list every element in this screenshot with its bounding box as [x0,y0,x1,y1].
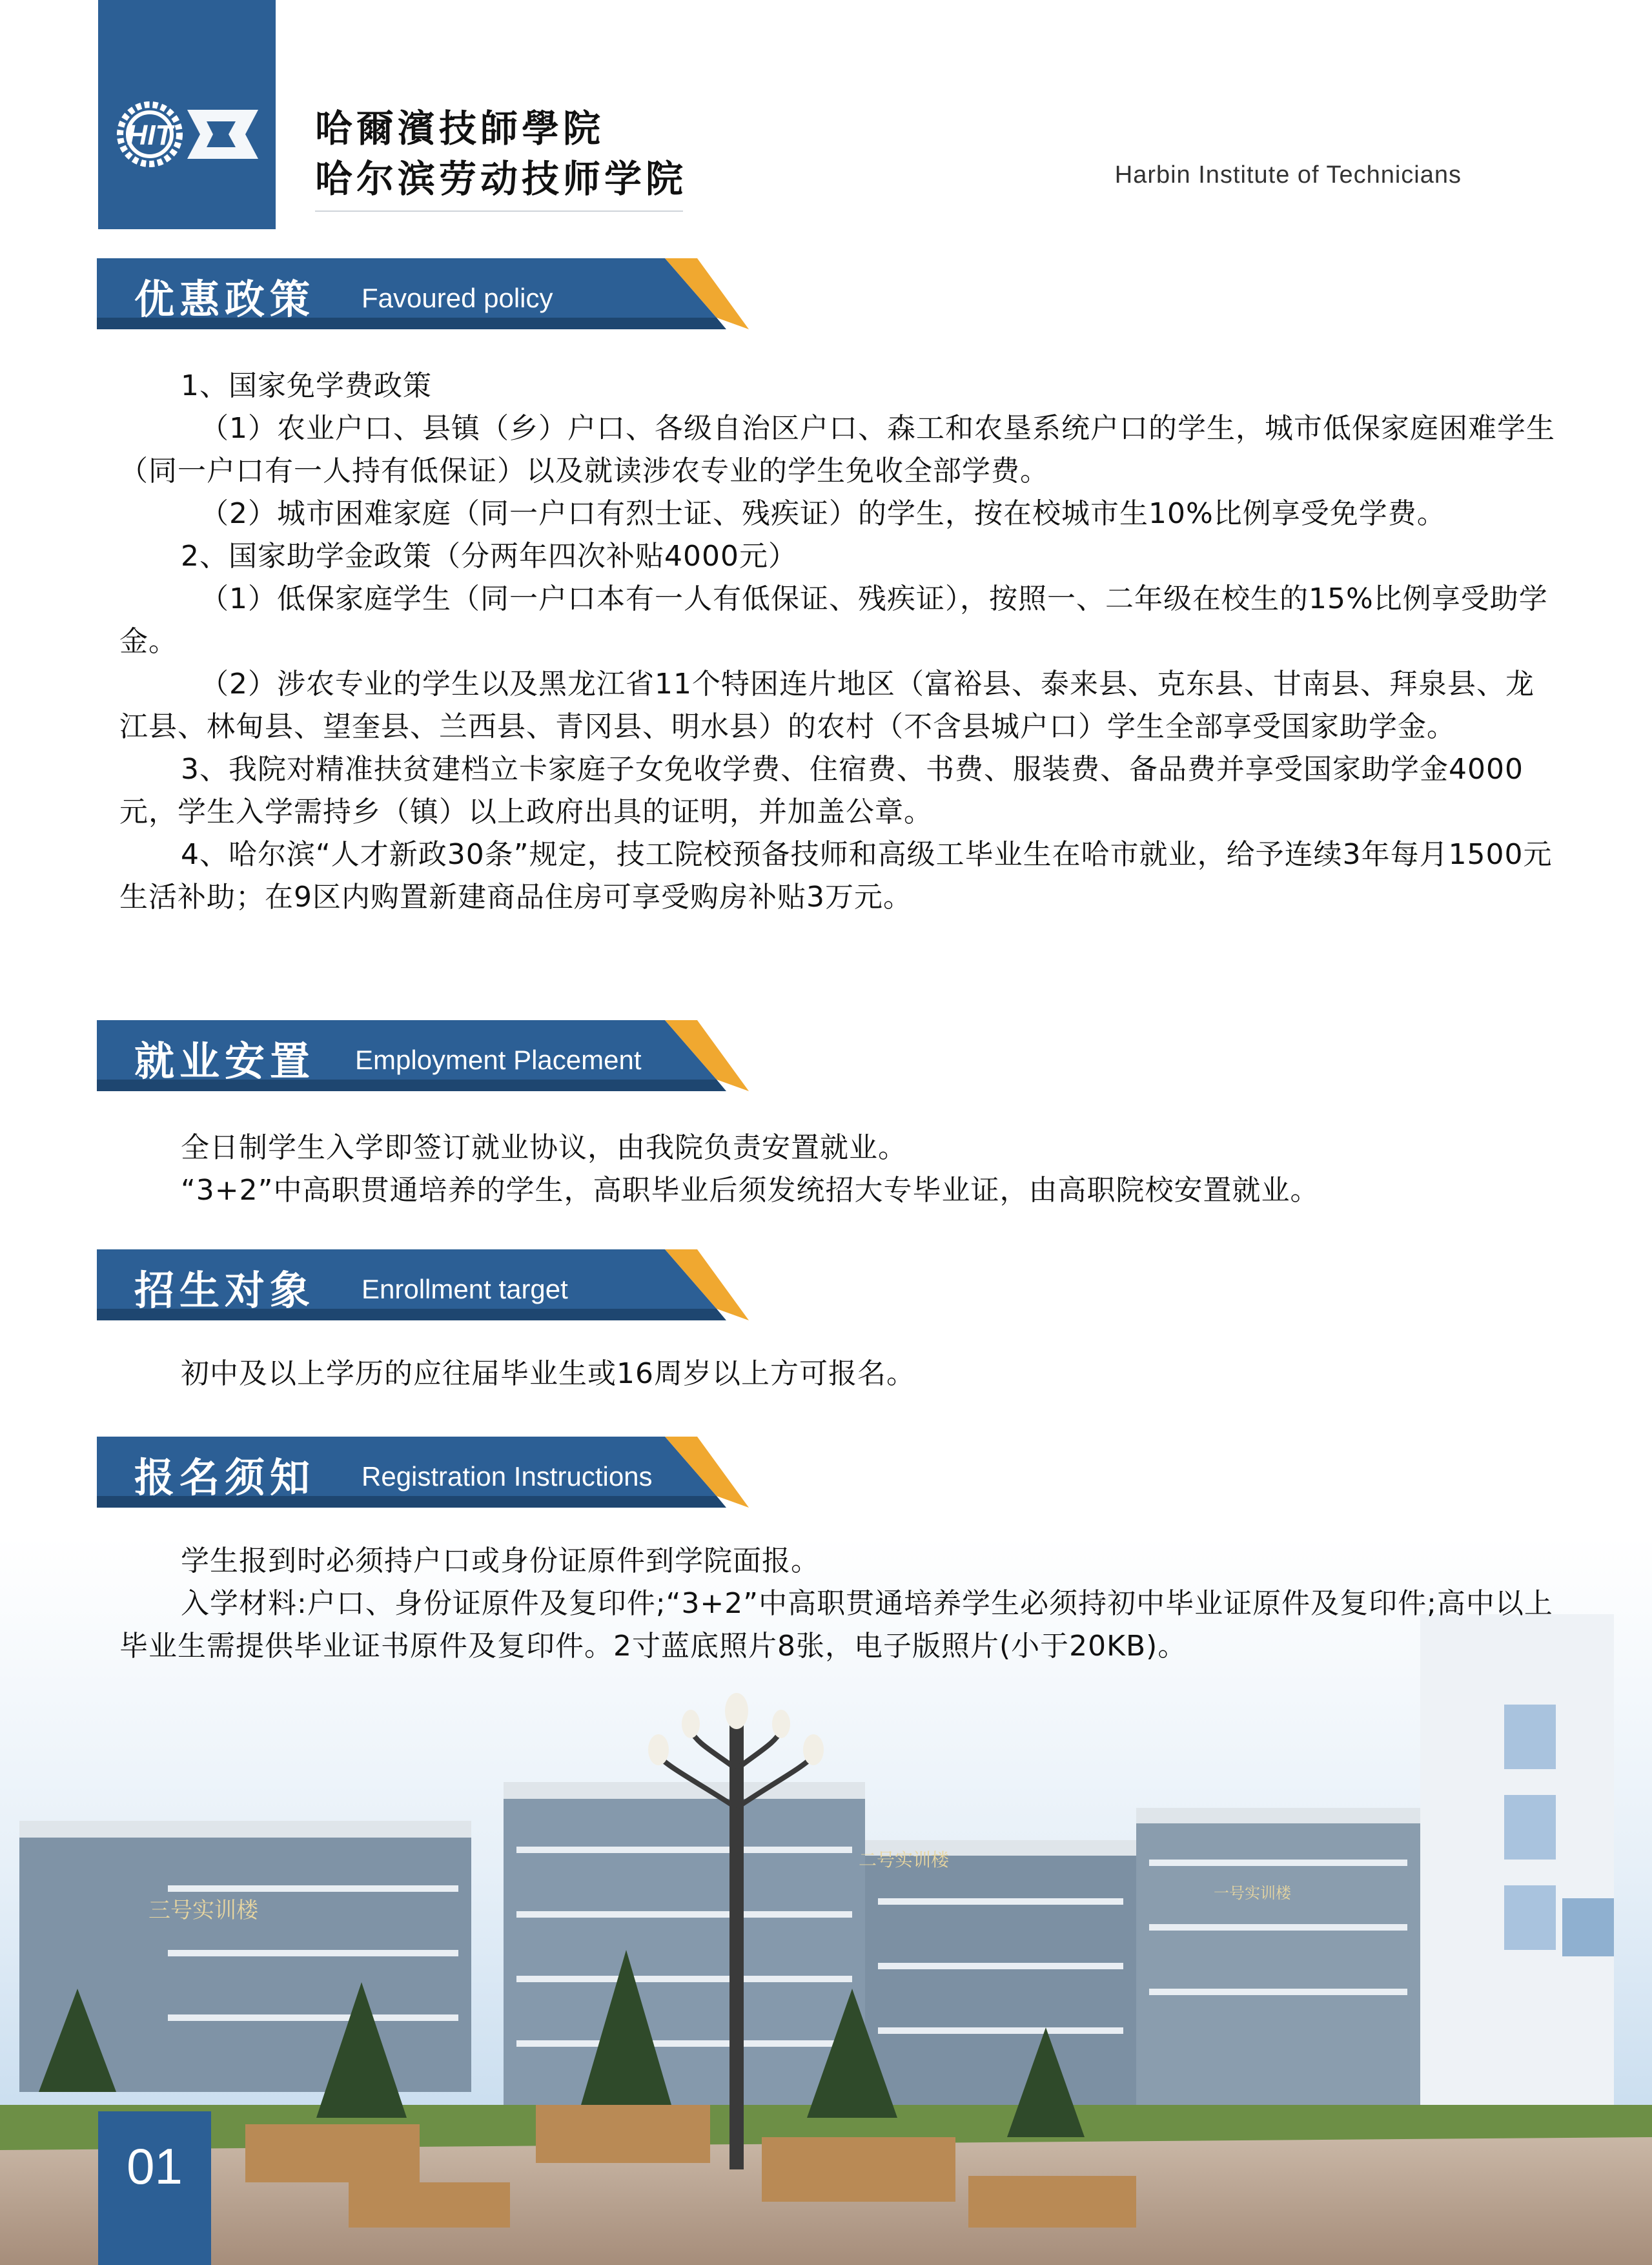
section-title-zh: 就业安置 [134,1038,316,1085]
section-title-en: Employment Placement [355,1045,642,1075]
section-title-zh: 优惠政策 [134,276,316,323]
policy-item-1: 1、国家免学费政策 [181,369,432,402]
section-banner-registration [97,1437,749,1508]
logo-tab [98,0,276,229]
registration-para-2: 入学材料:户口、身份证原件及复印件;“3+2”中高职贯通培养学生必须持初中毕业证原件及复印件;高中以上毕业生需提供毕业证书原件及复印件。2寸蓝底照片8张，电子版照片(小于20KB)。 [119,1587,1553,1663]
policy-item-3: 3、我院对精准扶贫建档立卡家庭子女免收学费、住宿费、书费、服装费、备品费并享受国家助学金4000元，学生入学需持乡（镇）以上政府出具的证明，并加盖公章。 [119,753,1524,828]
enrollment-body [119,1353,1559,1395]
section-banner-enrollment [97,1249,749,1320]
employment-body [119,1127,1559,1212]
employment-para-1: 全日制学生入学即签订就业协议，由我院负责安置就业。 [181,1131,907,1164]
section-title-en: Favoured policy [362,283,553,313]
section-banner-employment [97,1020,749,1091]
logo-text: HIT [127,119,173,151]
school-names [315,103,687,204]
page-number-box [98,2111,211,2265]
employment-para-2: “3+2”中高职贯通培养的学生，高职毕业后须发统招大专毕业证，由高职院校安置就业。 [181,1174,1320,1207]
section-title-en: Enrollment target [362,1274,568,1304]
enrollment-para-1: 初中及以上学历的应往届毕业生或16周岁以上方可报名。 [181,1357,915,1390]
policy-item-1-1: （1）农业户口、县镇（乡）户口、各级自治区户口、森工和农垦系统户口的学生，城市低保家庭困难学生（同一户口有一人持有低保证）以及就读涉农专业的学生免收全部学费。 [119,412,1555,487]
school-name-en: Harbin Institute of Technicians [1114,161,1462,189]
page-number: 01 [127,2138,183,2195]
header-divider [315,210,683,212]
school-name-simplified: 哈尔滨劳动技师学院 [315,157,688,201]
section-title-en: Registration Instructions [362,1461,653,1491]
building-sign-2: 二号实训楼 [859,1849,950,1870]
registration-para-1: 学生报到时必须持户口或身份证原件到学院面报。 [181,1544,820,1577]
policy-item-4: 4、哈尔滨“人才新政30条”规定，技工院校预备技师和高级工毕业生在哈市就业，给予连续3年每月1500元生活补助；在9区内购置新建商品住房可享受购房补贴3万元。 [119,838,1553,914]
policy-body [119,365,1559,919]
school-name-traditional: 哈爾濱技師學院 [315,107,605,150]
policy-item-2-1: （1）低保家庭学生（同一户口本有一人有低保证、残疾证），按照一、二年级在校生的15%比例享受助学金。 [119,582,1548,658]
policy-item-1-2: （2）城市困难家庭（同一户口有烈士证、残疾证）的学生，按在校城市生10%比例享受免学费。 [200,497,1446,530]
gear-logo-icon [110,96,265,173]
building-sign-3: 一号实训楼 [1214,1884,1291,1902]
section-banner-policy [97,258,749,329]
section-title-zh: 招生对象 [134,1267,316,1314]
policy-item-2-2: （2）涉农专业的学生以及黑龙江省11个特困连片地区（富裕县、泰来县、克东县、甘南县、拜泉县、龙江县、林甸县、望奎县、兰西县、青冈县、明水县）的农村（不含县城户口）学生全部享受国家助学金。 [119,668,1535,743]
registration-body [119,1540,1559,1668]
section-title-zh: 报名须知 [134,1454,316,1501]
building-sign-1: 三号实训楼 [148,1898,258,1923]
policy-item-2: 2、国家助学金政策（分两年四次补贴4000元） [181,540,797,573]
